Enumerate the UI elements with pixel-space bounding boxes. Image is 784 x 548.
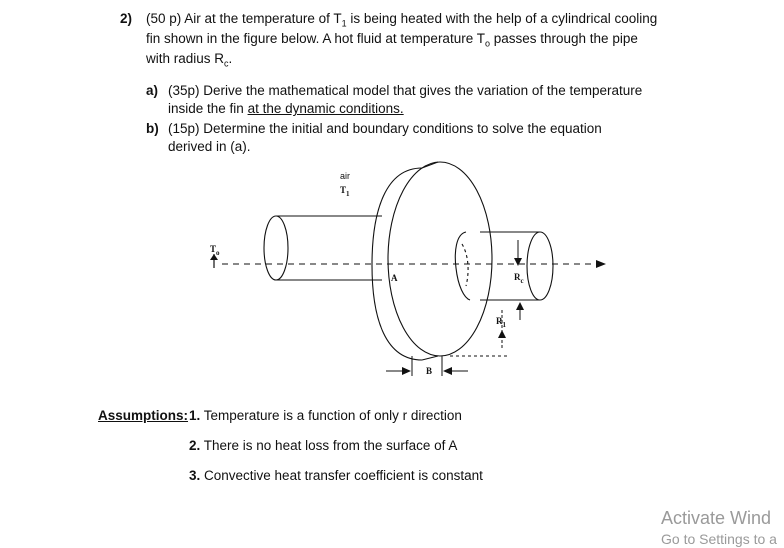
problem-line-3: with radius $R_c$. bbox=[146, 51, 233, 69]
fin-bottom-edge bbox=[422, 356, 438, 360]
bore-hidden-line bbox=[462, 244, 468, 286]
cylindrical-fin-figure bbox=[150, 160, 620, 385]
r1-arrow-up-icon bbox=[498, 330, 506, 338]
pipe-left-end bbox=[264, 216, 288, 280]
assumption-2: 2. There is no heat loss from the surface of A bbox=[189, 438, 458, 453]
activation-watermark-title: Activate Wind bbox=[661, 508, 772, 528]
b-label: B bbox=[426, 366, 433, 376]
r1-label: $R_1$ bbox=[496, 316, 506, 329]
problem-number: 2) bbox=[120, 11, 133, 26]
b-arrow-left-icon bbox=[402, 367, 411, 375]
part-b-line-2: derived in (a). bbox=[168, 139, 251, 154]
part-a-label: a) bbox=[146, 83, 159, 98]
rc-label: $R_c$ bbox=[514, 272, 524, 285]
part-b-label: b) bbox=[146, 121, 159, 136]
r1-arrow-small-icon bbox=[516, 302, 524, 310]
air-label: air bbox=[340, 171, 351, 181]
activation-watermark-subtitle: Go to Settings to a bbox=[661, 531, 777, 547]
t1-label: $T_1$ bbox=[340, 185, 350, 198]
part-a-line-2: inside the fin at the dynamic conditions. bbox=[168, 101, 404, 116]
assumption-1: 1. Temperature is a function of only r direction bbox=[189, 408, 462, 423]
dynamic-conditions-underlined: at the dynamic conditions. bbox=[247, 101, 404, 116]
assumptions-heading: Assumptions: bbox=[98, 408, 189, 423]
axis-arrow-icon bbox=[596, 260, 606, 268]
b-arrow-right-icon bbox=[443, 367, 452, 375]
part-b-line-1: (15p) Determine the initial and boundary conditions to solve the equation bbox=[168, 121, 602, 136]
fin-back-face bbox=[388, 162, 492, 356]
fin-inner-bore bbox=[455, 232, 470, 300]
pipe-right-end bbox=[527, 232, 553, 300]
problem-line-2: fin shown in the figure below. A hot fluid at temperature $T_o$ passes through the pipe bbox=[146, 31, 638, 49]
a-label: A bbox=[391, 273, 398, 283]
rc-arrow-icon bbox=[514, 258, 522, 266]
part-a-line-1: (35p) Derive the mathematical model that gives the variation of the temperature bbox=[168, 83, 643, 98]
problem-line-1: (50 p) Air at the temperature of $T_1$ is being heated with the help of a cylindrical cooling bbox=[146, 11, 658, 29]
to-label: $T_o$ bbox=[210, 244, 220, 257]
assumption-3: 3. Convective heat transfer coefficient is constant bbox=[189, 468, 483, 483]
